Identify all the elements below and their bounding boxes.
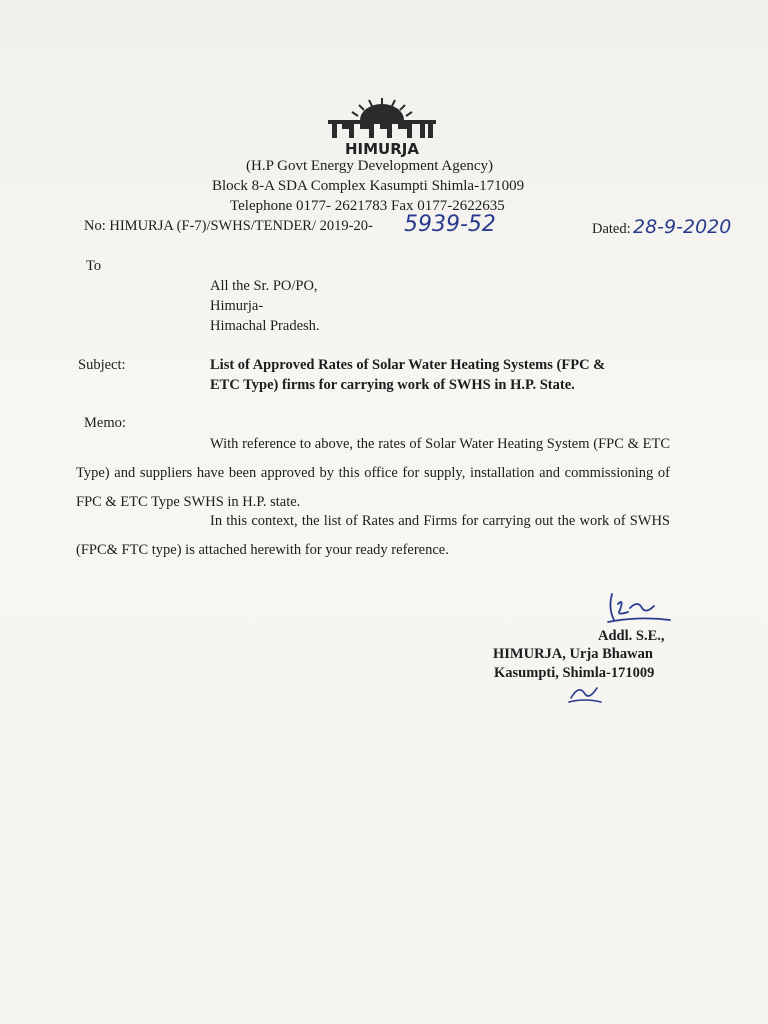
recipient-line-3: Himachal Pradesh.: [210, 318, 320, 334]
agency-name: (H.P Govt Energy Development Agency): [246, 158, 494, 174]
subject-line-1: List of Approved Rates of Solar Water Heating Systems (FPC &: [210, 357, 606, 373]
reference-number: No: HIMURJA (F-7)/SWHS/TENDER/ 2019-20-: [84, 218, 373, 234]
memo-label: Memo:: [84, 415, 126, 431]
agency-address: Block 8-A SDA Complex Kasumpti Shimla-171009: [212, 178, 525, 194]
signatory-designation: Addl. S.E.,: [598, 628, 665, 644]
to-label: To: [86, 258, 102, 274]
recipient-line-1: All the Sr. PO/PO,: [210, 278, 318, 294]
initials-mark: [565, 680, 605, 706]
memo-paragraph-2: [76, 507, 670, 565]
logo-text: HIMURJA: [345, 140, 419, 158]
memo-paragraph-2-text: In this context, the list of Rates and Firms for carrying out the work of SWHS (FPC& FTC type) is attached herewith for your ready reference.: [76, 513, 670, 558]
memo-paragraph-1: [76, 430, 670, 517]
himurja-logo: [322, 96, 442, 158]
signatory-office: HIMURJA, Urja Bhawan: [493, 646, 653, 662]
subject-line-2: ETC Type) firms for carrying work of SWHS in H.P. State.: [210, 377, 575, 393]
reference-handwritten-number: 5939-52: [404, 212, 496, 237]
memo-paragraph-1-text: With reference to above, the rates of Solar Water Heating System (FPC & ETC Type) and suppliers have been approved by this office for supply, installation and commissioning of FPC & ETC Type SWHS in H.P. state.: [76, 436, 670, 510]
agency-contact: Telephone 0177- 2621783 Fax 0177-2622635: [230, 198, 505, 214]
signature: [598, 586, 678, 626]
subject-label: Subject:: [78, 357, 126, 373]
dated-handwritten: 28-9-2020: [633, 216, 732, 238]
dated-label: Dated:: [592, 221, 631, 237]
recipient-line-2: Himurja-: [210, 298, 264, 314]
signatory-address: Kasumpti, Shimla-171009: [494, 665, 655, 681]
